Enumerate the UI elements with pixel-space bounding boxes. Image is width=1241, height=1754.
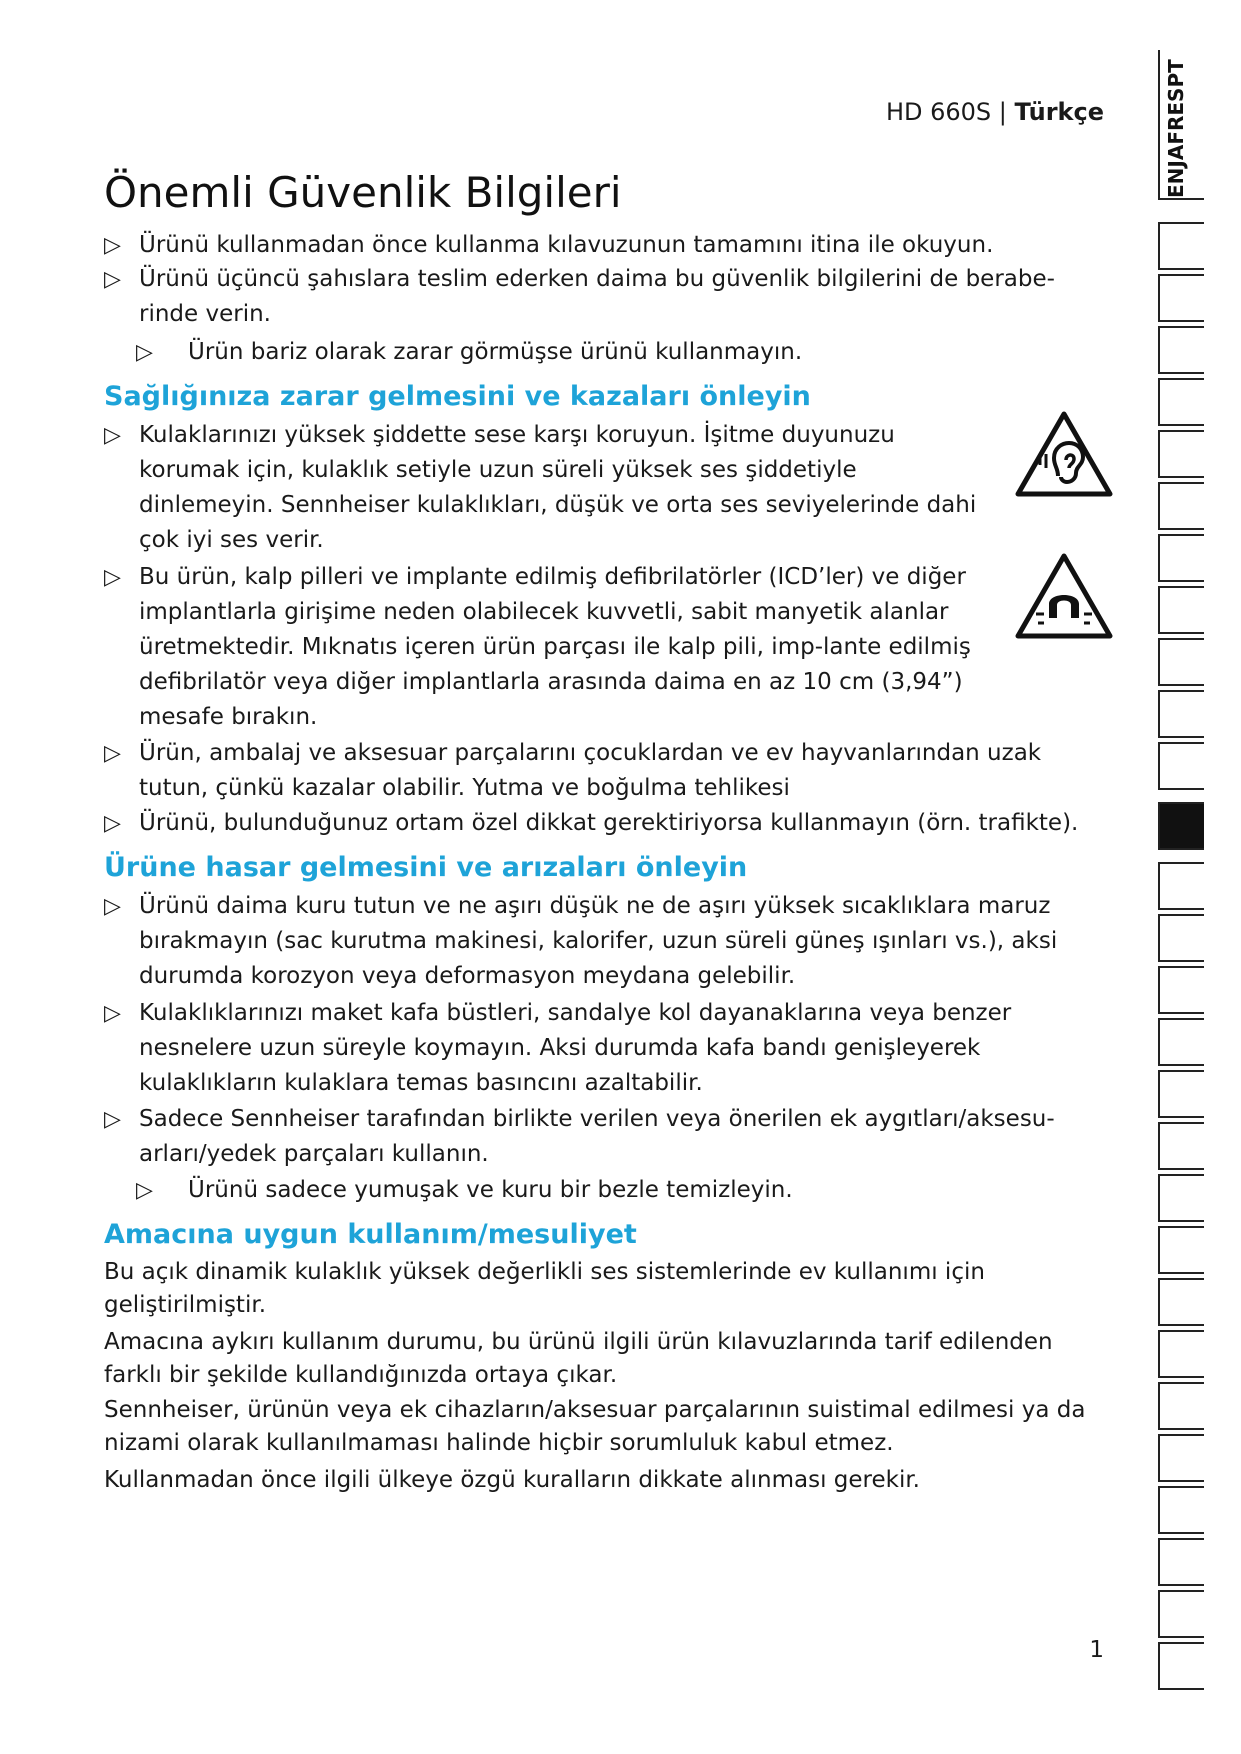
language-tab[interactable] xyxy=(1158,690,1204,738)
language-tab[interactable] xyxy=(1158,1070,1204,1118)
play-outline-icon: ▷ xyxy=(104,894,121,919)
language-tab[interactable] xyxy=(1158,326,1204,374)
language-label: Türkçe xyxy=(1014,98,1104,126)
main-content xyxy=(104,228,1104,1499)
language-tab[interactable] xyxy=(1158,966,1204,1014)
language-tab[interactable] xyxy=(1158,1018,1204,1066)
play-outline-icon: ▷ xyxy=(104,1001,121,1026)
health-item: ▷ Ürün, ambalaj ve aksesuar parçalarını çocuklardan ve ev hayvanlarından uzak tutun, çünkü kazalar olabilir. Yutma ve boğulma tehlikesi xyxy=(104,736,1104,806)
language-tab[interactable] xyxy=(1158,1590,1204,1638)
damage-item: ▷ Ürünü daima kuru tutun ve ne aşırı düşük ne de aşırı yüksek sıcaklıklara maruz bırakmayın (sac kurutma makinesi, kalorifer, uzun süreli güneş ışınları vs.), aksi durumda korozyon veya deformasyon meydana gelebilir. xyxy=(104,889,1104,994)
play-outline-icon: ▷ xyxy=(104,233,121,258)
language-tab[interactable] xyxy=(1158,742,1204,790)
page-title: Önemli Güvenlik Bilgileri xyxy=(104,168,622,217)
language-tab[interactable] xyxy=(1158,430,1204,478)
language-tab[interactable] xyxy=(1158,222,1204,270)
section-heading-usage: Amacına uygun kullanım/mesuliyet xyxy=(104,1219,637,1250)
usage-paragraph: Bu açık dinamik kulaklık yüksek değerlikli ses sistemlerinde ev kullanımı için geliştirilmiştir. xyxy=(104,1259,985,1318)
play-outline-icon: ▷ xyxy=(104,423,121,448)
damage-item: ▷ Kulaklıklarınızı maket kafa büstleri, sandalye kol dayanaklarına veya benzer nesnelere uzun süreyle koymayın. Aksi durumda kafa bandı genişleyerek kulaklıkların kulaklara temas basıncını azaltabilir. xyxy=(104,996,1104,1101)
play-outline-icon: ▷ xyxy=(136,340,153,365)
language-tab[interactable] xyxy=(1158,1122,1204,1170)
language-tab[interactable] xyxy=(1158,274,1204,322)
play-outline-icon: ▷ xyxy=(104,741,121,766)
language-tab[interactable] xyxy=(1158,1278,1204,1326)
language-tab[interactable] xyxy=(1158,482,1204,530)
language-tab[interactable] xyxy=(1158,914,1204,962)
language-tab[interactable] xyxy=(1158,862,1204,910)
play-outline-icon: ▷ xyxy=(104,811,121,836)
language-tab[interactable] xyxy=(1158,1382,1204,1430)
language-tab[interactable] xyxy=(1158,1226,1204,1274)
magnet-warning-icon xyxy=(1014,552,1114,640)
language-tab[interactable] xyxy=(1158,638,1204,686)
language-tab-group[interactable] xyxy=(1158,50,1204,200)
intro-item: ▷ Ürünü kullanmadan önce kullanma kılavuzunun tamamını itina ile okuyun. xyxy=(104,228,1104,263)
language-tab-labels: ENJAFRESPT xyxy=(1164,59,1188,198)
language-tab[interactable] xyxy=(1158,534,1204,582)
usage-paragraph: Amacına aykırı kullanım durumu, bu ürünü ilgili ürün kılavuzlarında tarif edilenden farklı bir şekilde kullandığınızda ortaya çıkar. xyxy=(104,1329,1053,1388)
damage-item: ▷ Sadece Sennheiser tarafından birlikte verilen veya önerilen ek aygıtları/aksesu-arları/yedek parçaları kullanın. xyxy=(104,1102,1104,1172)
section-heading-health: Sağlığınıza zarar gelmesini ve kazaları önleyin xyxy=(104,381,811,412)
usage-paragraph: Kullanmadan önce ilgili ülkeye özgü kuralların dikkate alınması gerekir. xyxy=(104,1467,920,1493)
intro-item: ▷ Ürünü üçüncü şahıslara teslim ederken daima bu güvenlik bilgilerini de berabe-rinde verin. xyxy=(104,262,1104,332)
product-name: HD 660S | xyxy=(885,98,1015,126)
usage-paragraph: Sennheiser, ürünün veya ek cihazların/aksesuar parçalarının suistimal edilmesi ya da nizami olarak kullanılmaması halinde hiçbir sorumluluk kabul etmez. xyxy=(104,1397,1086,1456)
health-item: ▷ Ürünü, bulunduğunuz ortam özel dikkat gerektiriyorsa kullanmayın (örn. trafikte). xyxy=(104,806,1104,841)
play-outline-icon: ▷ xyxy=(104,267,121,292)
language-tab[interactable] xyxy=(1158,1330,1204,1378)
page-number: 1 xyxy=(1089,1637,1104,1663)
language-tab[interactable] xyxy=(1158,1174,1204,1222)
language-tab[interactable] xyxy=(1158,1486,1204,1534)
language-tab[interactable] xyxy=(1158,586,1204,634)
section-heading-damage: Ürüne hasar gelmesini ve arızaları önleyin xyxy=(104,852,748,883)
play-outline-icon: ▷ xyxy=(136,1178,153,1203)
intro-subitem: ▷ Ürün bariz olarak zarar görmüşse ürünü kullanmayın. xyxy=(104,335,1104,370)
language-tab[interactable] xyxy=(1158,1434,1204,1482)
language-tab[interactable] xyxy=(1158,1538,1204,1586)
language-tab-active[interactable] xyxy=(1158,802,1204,850)
health-item: ▷ Kulaklarınızı yüksek şiddette sese karşı koruyun. İşitme duyunuzu korumak için, kulaklık setiyle uzun süreli yüksek ses şiddetiyle dinlemeyin. Sennheiser kulaklıkları, düşük ve orta ses seviyelerinde dahi çok iyi ses verir. xyxy=(104,418,1104,558)
running-header xyxy=(886,98,1104,126)
language-tab[interactable] xyxy=(1158,1642,1204,1690)
language-tab[interactable] xyxy=(1158,378,1204,426)
hearing-warning-icon xyxy=(1014,410,1114,498)
damage-subitem: ▷ Ürünü sadece yumuşak ve kuru bir bezle temizleyin. xyxy=(104,1173,1104,1208)
health-item: ▷ Bu ürün, kalp pilleri ve implante edilmiş defibrilatörler (ICD’ler) ve diğer implantlarla girişime neden olabilecek kuvvetli, sabit manyetik alanlar üretmektedir. Mıknatıs içeren ürün parçası ile kalp pili, imp-lante edilmiş defibrilatör veya diğer implantlarla arasında daima en az 10 cm (3,94”) mesafe bırakın. xyxy=(104,560,1104,735)
play-outline-icon: ▷ xyxy=(104,565,121,590)
play-outline-icon: ▷ xyxy=(104,1107,121,1132)
